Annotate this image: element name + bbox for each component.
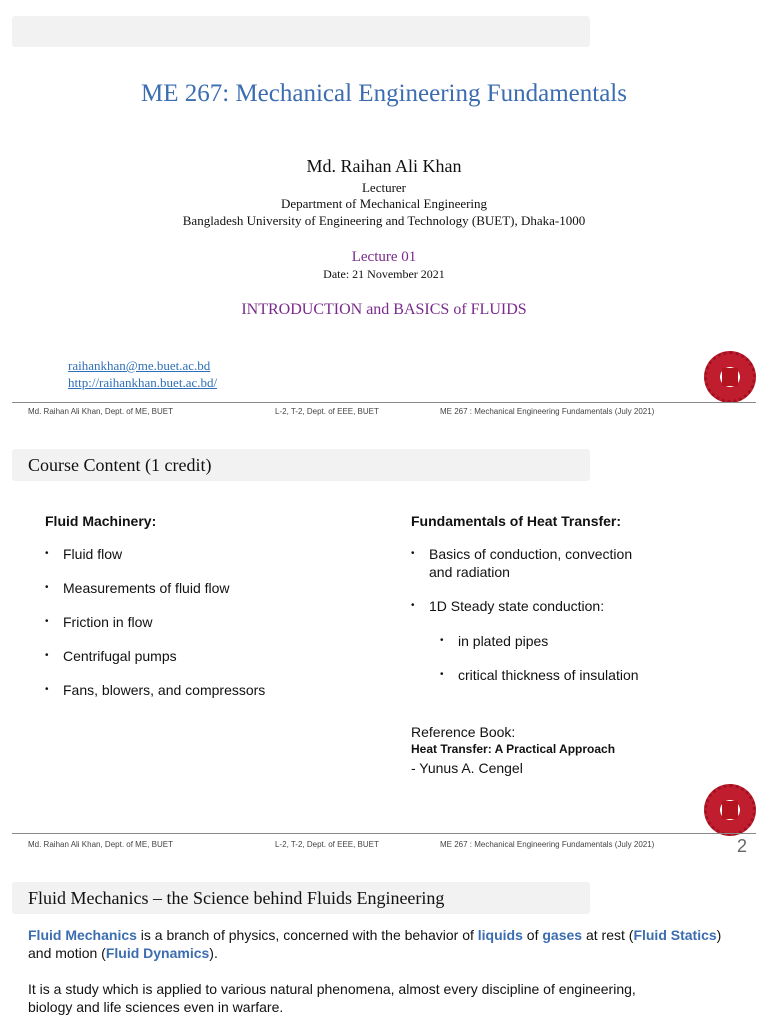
footer-course-section: L-2, T-2, Dept. of EEE, BUET — [275, 840, 379, 849]
footer-author: Md. Raihan Ali Khan, Dept. of ME, BUET — [28, 840, 173, 849]
list-item-line: and radiation — [429, 564, 510, 580]
list-item: • 1D Steady state conduction: — [411, 597, 632, 615]
footer-author: Md. Raihan Ali Khan, Dept. of ME, BUET — [28, 407, 173, 416]
slide1-title: ME 267: Mechanical Engineering Fundamentals — [141, 80, 627, 107]
text-run: of — [522, 927, 543, 943]
list-item: • critical thickness of insulation — [440, 666, 639, 684]
list-item: • Centrifugal pumps — [45, 647, 265, 665]
lecture-date: Date: 21 November 2021 — [323, 267, 445, 281]
list-item: • in plated pipes — [440, 632, 639, 650]
slide1-footer-rule — [12, 402, 756, 403]
fluid-mechanics-applications — [28, 980, 740, 1016]
list-item: • Friction in flow — [45, 613, 265, 631]
term-fluid-statics: Fluid Statics — [633, 927, 717, 943]
slide2-footer-rule — [12, 833, 756, 834]
buet-seal-logo — [704, 784, 756, 836]
author-name: Md. Raihan Ali Khan — [306, 156, 462, 176]
term-gases: gases — [542, 927, 583, 943]
footer-course-title: ME 267 : Mechanical Engineering Fundamentals (July 2021) — [440, 840, 655, 849]
text-run: is a branch of physics, concerned with the behavior of — [136, 927, 478, 943]
footer-course-section: L-2, T-2, Dept. of EEE, BUET — [275, 407, 379, 416]
reference-book-author: - Yunus A. Cengel — [411, 760, 523, 776]
lecture-number: Lecture 01 — [351, 249, 417, 265]
list-item: • Fans, blowers, and compressors — [45, 681, 265, 699]
list-item: • Measurements of fluid flow — [45, 579, 265, 597]
steady-conduction-sublist — [440, 632, 639, 700]
heat-transfer-heading: Fundamentals of Heat Transfer: — [411, 513, 622, 529]
footer-course-title: ME 267 : Mechanical Engineering Fundamentals (July 2021) — [440, 407, 655, 416]
fluid-machinery-list — [45, 545, 265, 715]
email-link[interactable]: raihankhan@me.buet.ac.bd — [68, 358, 211, 373]
text-run: ) and motion ( — [28, 927, 722, 961]
text-line: biology and life sciences even in warfare. — [28, 999, 284, 1015]
reference-label: Reference Book: — [411, 724, 516, 740]
buet-seal-logo — [704, 351, 756, 403]
slide1-header-bar — [12, 16, 590, 47]
slide2-title: Course Content (1 credit) — [28, 455, 212, 475]
author-department: Department of Mechanical Engineering — [280, 196, 488, 211]
reference-book-title: Heat Transfer: A Practical Approach — [411, 742, 616, 756]
list-item: • Fluid flow — [45, 545, 265, 563]
term-fluid-mechanics: Fluid Mechanics — [28, 927, 137, 943]
slide3-title: Fluid Mechanics – the Science behind Fluids Engineering — [28, 888, 445, 908]
term-fluid-dynamics: Fluid Dynamics — [105, 945, 210, 961]
heat-transfer-list — [411, 545, 632, 631]
text-run: at rest ( — [582, 927, 634, 943]
list-item — [411, 545, 632, 581]
lecture-subtitle: INTRODUCTION and BASICS of FLUIDS — [241, 301, 527, 318]
author-position: Lecturer — [361, 180, 407, 195]
website-link[interactable]: http://raihankhan.buet.ac.bd/ — [68, 375, 218, 390]
term-liquids: liquids — [477, 927, 523, 943]
page-number: 2 — [737, 836, 748, 856]
text-run: ). — [209, 945, 218, 961]
fluid-machinery-heading: Fluid Machinery: — [45, 513, 157, 529]
list-item-line: Basics of conduction, convection — [429, 546, 633, 562]
text-line: It is a study which is applied to various natural phenomena, almost every discipline of engineering, — [28, 981, 636, 997]
author-university: Bangladesh University of Engineering and Technology (BUET), Dhaka-1000 — [182, 213, 586, 228]
fluid-mechanics-definition — [28, 926, 740, 962]
